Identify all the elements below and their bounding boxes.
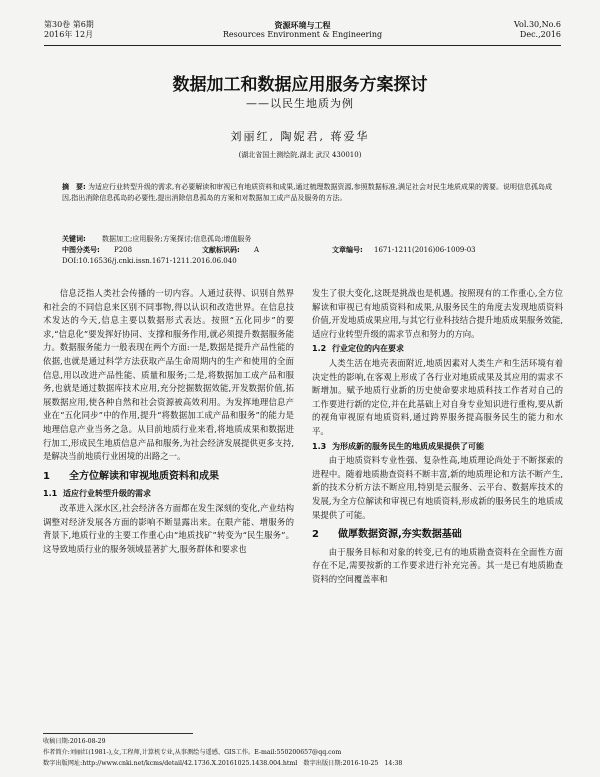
paper-subtitle: ——以民生地质为例 [246,97,354,110]
issue-date-en: Dec.,2016 [519,30,561,39]
header-center [44,20,561,40]
journal-name-cn: 资源环境与工程 [274,20,331,30]
running-header [44,20,561,50]
publication-url: 数字出版网址:http://www.cnki.net/kcms/detail/42.1736.X.20161025.1438.004.html 数字出版日期:2016-10-25 14:38 [43,760,403,767]
section-1-title: 全方位解读和审视地质资料和成果 [69,470,219,482]
section-2-title: 做厚数据资源,夯实数据基础 [338,529,462,541]
abstract-text: 为适应行业转型升级的需求,有必要解读和审视已有地质资料和成果,通过梳理数据资源,参照数据标准,满足社会对民生地质成果的需要。说明信息孤岛成因,指出消除信息孤岛的必要性,提出消除信息孤岛的方案和对数据加工成产品及服务的方法。 [62,183,552,202]
footnote [43,733,560,769]
affiliation: (湖北省国土测绘院,湖北 武汉 430010) [238,151,362,159]
section-2-number: 2 [312,529,319,541]
paper-title: 数据加工和数据应用服务方案探讨 [172,75,428,95]
keywords-text: 数据加工;应用服务;方案探讨;信息孤岛;增值服务 [102,235,252,243]
received-date: 收稿日期:2016-08-29 [43,738,106,745]
subsection-1-2-number: 1.2 [312,344,327,354]
subsection-1-3-number: 1.3 [312,441,327,451]
header-rule [44,45,561,46]
article-meta [62,234,552,267]
journal-name-en: Resources Environment & Engineering [222,30,383,39]
subsection-1-3-heading [312,440,563,454]
article-no-label: 文章编号: [332,246,363,254]
abstract [62,182,552,204]
section-1-heading [43,470,294,484]
footnote-rule [43,733,193,734]
authors: 刘丽红, 陶妮君, 蒋爱华 [230,130,370,143]
clc-value: P208 [114,246,133,254]
intro-paragraph: 信息泛指人类社会传播的一切内容。人通过获得、识别自然界和社会的不同信息来区别不同事物,得以认识和改造世界。在信息技术发达的今天,信息主要以数据形式表达。按照“五化同步”的要求,“信息化”要发挥好协同、支撑和服务作用,就必须提升数据服务能力。数据服务能力一般表现在两个方面:一是,数据是提升产品性能的依据,也就是通过科学方法获取产品生命周期内的生产和使用的全面信息,用以改进产品性能、质量和服务;二是,将数据加工成产品和服务,也就是通过数据库技术应用,充分挖掘数据效能,开发数据价值,拓展数据应用,使各种自然和社会资源被高效利用。为发挥地理信息产业在“五化同步”中的作用,提升“将数据加工成产品和服务”的能力是地理信息产业当务之急。从目前地质行业来看,将地质成果和数据进行加工,形成民生地质信息产品和服务,为社会经济发展提供更多支持,是解决当前地质行业困境的出路之一。 [43,288,294,462]
author-bio: 作者简介:刘丽红(1981-),女,工程师,计算机专业,从事测绘与遥感、GIS工作。E-mail:550200657@qq.com [43,749,342,756]
article-no-value: 1671-1211(2016)06-1009-03 [374,246,476,254]
left-column [43,287,294,556]
keywords-label: 关键词: [62,235,86,243]
subsection-1-1-number: 1.1 [43,489,58,499]
subsection-1-1-continued: 发生了很大变化,这既是挑战也是机遇。按照现有的工作重心,全方位解读和审视已有地质资料和成果,从服务民生的角度去发现地质资料价值,开发地质成果应用,与其它行业科技结合提升地质成果服务效能,适应行业转型升级的需求节点和努力的方向。 [312,288,563,339]
header-right [514,20,561,40]
subsection-1-2-title: 行业定位的内在要求 [332,344,404,354]
volume-issue-en: Vol.30,No.6 [514,20,561,29]
subsection-1-1-title: 适应行业转型升级的需求 [63,489,151,499]
right-column [312,287,563,586]
subsection-1-3-title: 为形成新的服务民生的地质成果提供了可能 [332,441,484,451]
doc-code-value: A [254,246,260,254]
classification-row [62,245,552,256]
doi: DOI:10.16536/j.cnki.issn.1671-1211.2016.06.040 [62,257,237,265]
section-1-number: 1 [43,470,50,482]
doc-code-label: 文献标识码: [202,246,240,254]
volume-issue: 第30卷 第6期 [44,20,94,29]
keywords-row [62,234,552,245]
clc-label: 中图分类号: [62,246,100,254]
subsection-1-3-paragraph: 由于地质资料专业性强、复杂性高,地质理论尚处于不断探索的进程中。随着地质勘查资料不断丰富,新的地质理论和方法不断产生,新的技术分析方法不断应用,特别是云服务、云平台、数据库技术的发展,为全方位解读和审视已有地质资料,形成新的服务民生的地质成果提供了可能。 [312,455,563,520]
subsection-1-1-heading [43,487,294,501]
subsection-1-2-heading [312,342,563,356]
section-2-paragraph: 由于服务目标和对象的转变,已有的地质勘查资料在全面性方面存在不足,需要按新的工作要求进行补充完善。其一是已有地质勘查资料的空间覆盖率和 [312,546,563,584]
subsection-1-1-paragraph: 改革进入深水区,社会经济各方面都在发生深刻的变化,产业结构调整对经济发展各方面的影响不断显露出来。在限产能、增服务的背景下,地质行业的主要工作重心由“地质找矿”转变为“民生服务”。这导致地质行业的服务领域显著扩大,服务群体和要求也 [43,502,294,554]
subsection-1-2-paragraph: 人类生活在地壳表面附近,地质因素对人类生产和生活环境有着决定性的影响,在客观上形成了各行业对地质成果及其应用的需求不断增加。赋予地质行业新的历史使命要求地质科技工作者对自己的工作要进行新的定位,并在此基础上对自身专业知识进行重构,要从新的视角审视原有地质资料,通过跨界服务提高服务民生的能力和水平。 [312,357,563,436]
abstract-label: 摘 要: [62,183,86,191]
issue-date: 2016年 12月 [44,30,94,39]
doi-row [62,256,552,267]
section-2-heading [312,528,563,542]
